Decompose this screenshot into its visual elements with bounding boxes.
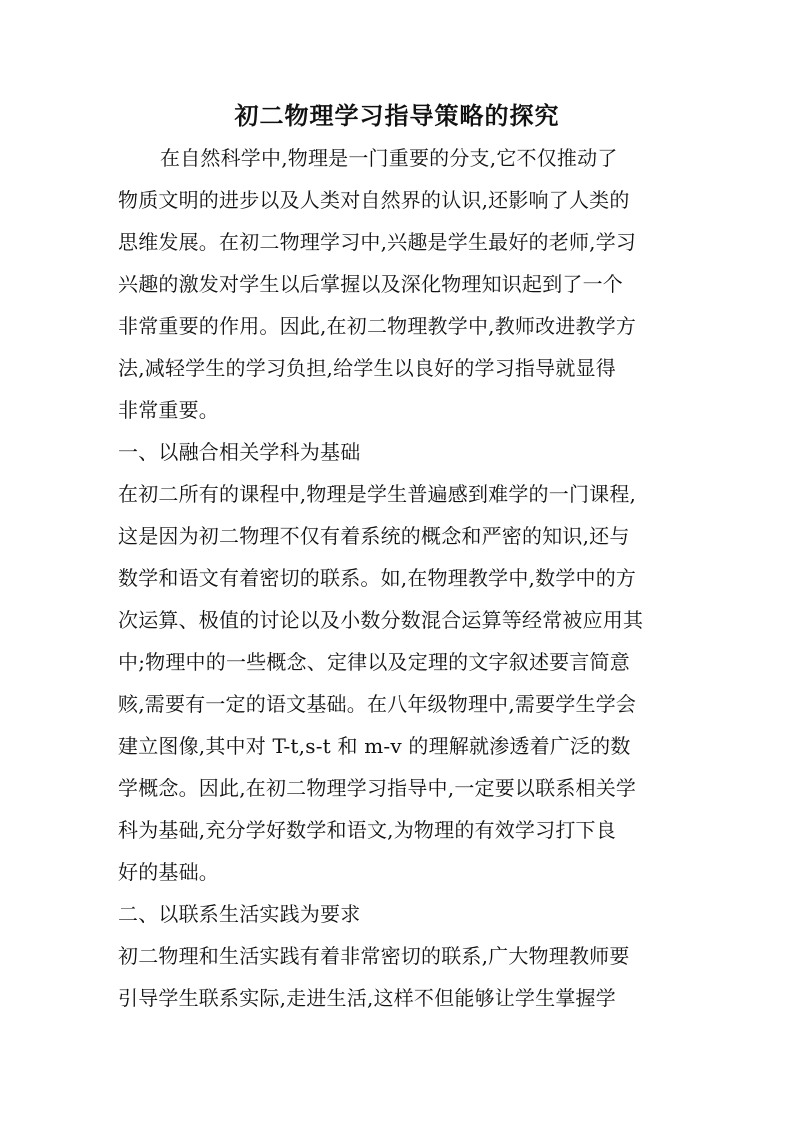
paragraph-line: 学概念。因此,在初二物理学习指导中,一定要以联系相关学 xyxy=(118,776,637,800)
paragraph-line: 次运算、极值的讨论以及小数分数混合运算等经常被应用其 xyxy=(118,608,644,632)
section-heading: 一、以融合相关学科为基础 xyxy=(118,440,361,464)
section-heading: 二、以联系生活实践为要求 xyxy=(118,902,361,926)
paragraph-line: 兴趣的激发对学生以后掌握以及深化物理知识起到了一个 xyxy=(118,272,623,296)
paragraph-line: 物质文明的进步以及人类对自然界的认识,还影响了人类的 xyxy=(118,188,630,212)
paragraph-line: 这是因为初二物理不仅有着系统的概念和严密的知识,还与 xyxy=(118,524,630,548)
paragraph-line: 数学和语文有着密切的联系。如,在物理教学中,数学中的方 xyxy=(118,566,637,590)
paragraph-line: 初二物理和生活实践有着非常密切的联系,广大物理教师要 xyxy=(118,944,630,968)
paragraph-line: 非常重要的作用。因此,在初二物理教学中,教师改进教学方 xyxy=(118,314,637,338)
paragraph-line: 科为基础,充分学好数学和语文,为物理的有效学习打下良 xyxy=(118,818,616,842)
paragraph-line: 中;物理中的一些概念、定律以及定理的文字叙述要言简意 xyxy=(118,650,630,674)
paragraph-line: 赅,需要有一定的语文基础。在八年级物理中,需要学生学会 xyxy=(118,692,637,716)
paragraph-line: 在初二所有的课程中,物理是学生普遍感到难学的一门课程, xyxy=(118,482,637,506)
paragraph-line: 引导学生联系实际,走进生活,这样不但能够让学生掌握学 xyxy=(118,986,616,1010)
paragraph-line: 在自然科学中,物理是一门重要的分支,它不仅推动了 xyxy=(160,146,618,170)
paragraph-line: 非常重要。 xyxy=(118,398,219,422)
document-title: 初二物理学习指导策略的探究 xyxy=(234,101,560,130)
paragraph-line: 思维发展。在初二物理学习中,兴趣是学生最好的老师,学习 xyxy=(118,230,637,254)
paragraph-line: 建立图像,其中对 T-t,s-t 和 m-v 的理解就渗透着广泛的数 xyxy=(118,734,631,758)
paragraph-line: 法,减轻学生的学习负担,给学生以良好的学习指导就显得 xyxy=(118,356,616,380)
paragraph-line: 好的基础。 xyxy=(118,860,219,884)
